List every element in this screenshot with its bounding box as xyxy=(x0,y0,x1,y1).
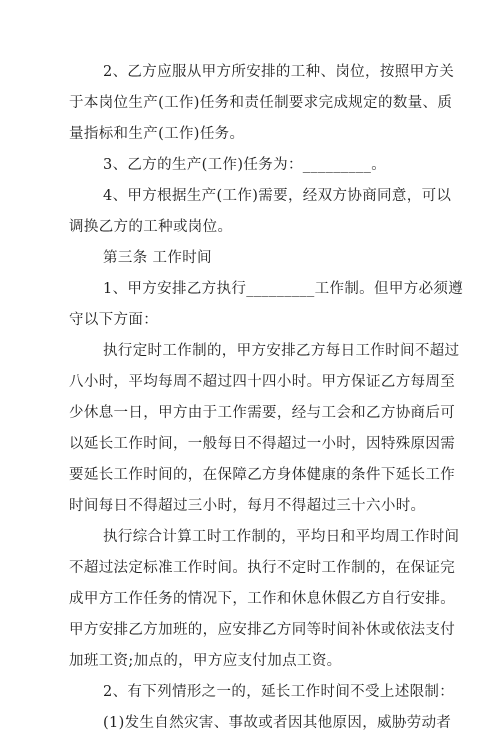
section-heading: 第三条 工作时间 xyxy=(103,250,212,266)
paragraph-line-3: 量指标和生产(工作)任务。 xyxy=(69,126,245,142)
paragraph-line-10: 执行定时工作制的，甲方安排乙方每日工作时间不超过 xyxy=(103,343,460,359)
paragraph-line-1: 2、乙方应服从甲方所安排的工种、岗位，按照甲方关 xyxy=(103,64,455,80)
paragraph-line-5: 4、甲方根据生产(工作)需要，经双方协商同意，可以 xyxy=(103,188,452,204)
paragraph-line-12: 少休息一日，甲方由于工作需要，经与工会和乙方协商后可 xyxy=(69,405,456,421)
paragraph-line-21: 2、有下列情形之一的，延长工作时间不受上述限制： xyxy=(103,684,455,700)
paragraph-line-20: 加班工资;加点的，甲方应支付加点工资。 xyxy=(69,653,342,669)
paragraph-line-2: 于本岗位生产(工作)任务和责任制要求完成规定的数量、质 xyxy=(69,95,453,111)
paragraph-line-8: 1、甲方安排乙方执行_________工作制。但甲方必须遵 xyxy=(103,281,464,297)
paragraph-line-11: 八小时，平均每周不超过四十四小时。甲方保证乙方每周至 xyxy=(69,374,456,390)
paragraph-line-15: 时间每日不得超过三小时，每月不得超过三十六小时。 xyxy=(69,498,426,514)
paragraph-line-22: (1)发生自然灾害、事故或者因其他原因，威胁劳动者 xyxy=(103,715,452,731)
paragraph-line-9: 守以下方面： xyxy=(69,312,159,328)
paragraph-line-4: 3、乙方的生产(工作)任务为：_________。 xyxy=(103,157,387,173)
paragraph-line-19: 甲方安排乙方加班的，应安排乙方同等时间补休或依法支付 xyxy=(69,622,456,638)
paragraph-line-17: 不超过法定标准工作时间。执行不定时工作制的，在保证完 xyxy=(69,560,456,576)
paragraph-line-14: 要延长工作时间的，在保障乙方身体健康的条件下延长工作 xyxy=(69,467,456,483)
paragraph-line-16: 执行综合计算工时工作制的，平均日和平均周工作时间 xyxy=(103,529,460,545)
paragraph-line-6: 调换乙方的工种或岗位。 xyxy=(69,219,233,235)
paragraph-line-13: 以延长工作时间，一般每日不得超过一小时，因特殊原因需 xyxy=(69,436,456,452)
paragraph-line-18: 成甲方工作任务的情况下，工作和休息休假乙方自行安排。 xyxy=(69,591,456,607)
